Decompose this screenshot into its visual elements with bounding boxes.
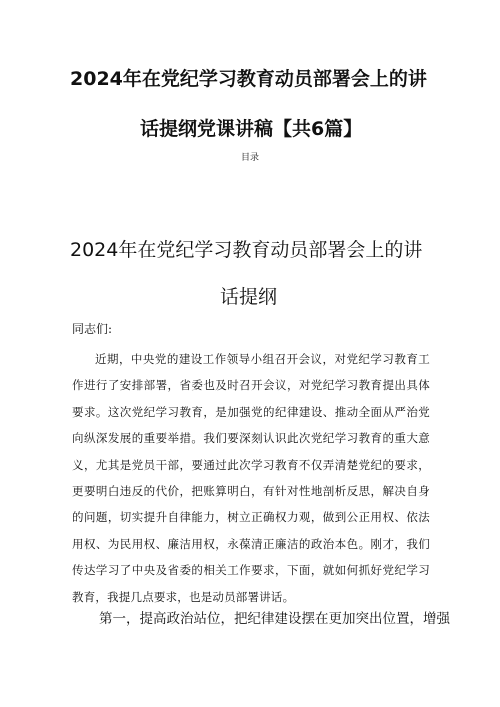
document-title-line-2: 话提纲党课讲稿【共6篇】 [140,118,363,140]
toc-label: 目录 [240,153,259,163]
first-point-heading: 第一，提高政治站位，把纪律建设摆在更加突出位置，增强 [99,611,450,627]
section-title-line-1: 2024年在党纪学习教育动员部署会上的讲 [70,239,423,261]
document-title-line-1: 2024年在党纪学习教育动员部署会上的讲 [70,68,427,90]
salutation: 同志们: [72,322,113,336]
body-paragraph: 近期，中央党的建设工作领导小组召开会议，对党纪学习教育工作进行了安排部署，省委也及时召开会议，对党纪学习教育提出具体要求。这次党纪学习教育，是加强党的纪律建设、推动全面从严治党向纵深发展的重要举措。我们要深刻认识此次党纪学习教育的重大意义，尤其是党员干部，要通过此次学习教育不仅弄清楚党纪的要求，更要明白违反的代价，把账算明白，有针对性地剖析反思，解决自身的问题，切实提升自律能力，树立正确权力观，做到公正用权、依法用权、为民用权、廉洁用权，永葆清正廉洁的政治本色。刚才，我们传达学习了中央及省委的相关工作要求，下面，就如何抓好党纪学习教育，我提几点要求，也是动员部署讲话。 [72,352,430,604]
section-title-line-2: 话提纲 [220,286,278,308]
